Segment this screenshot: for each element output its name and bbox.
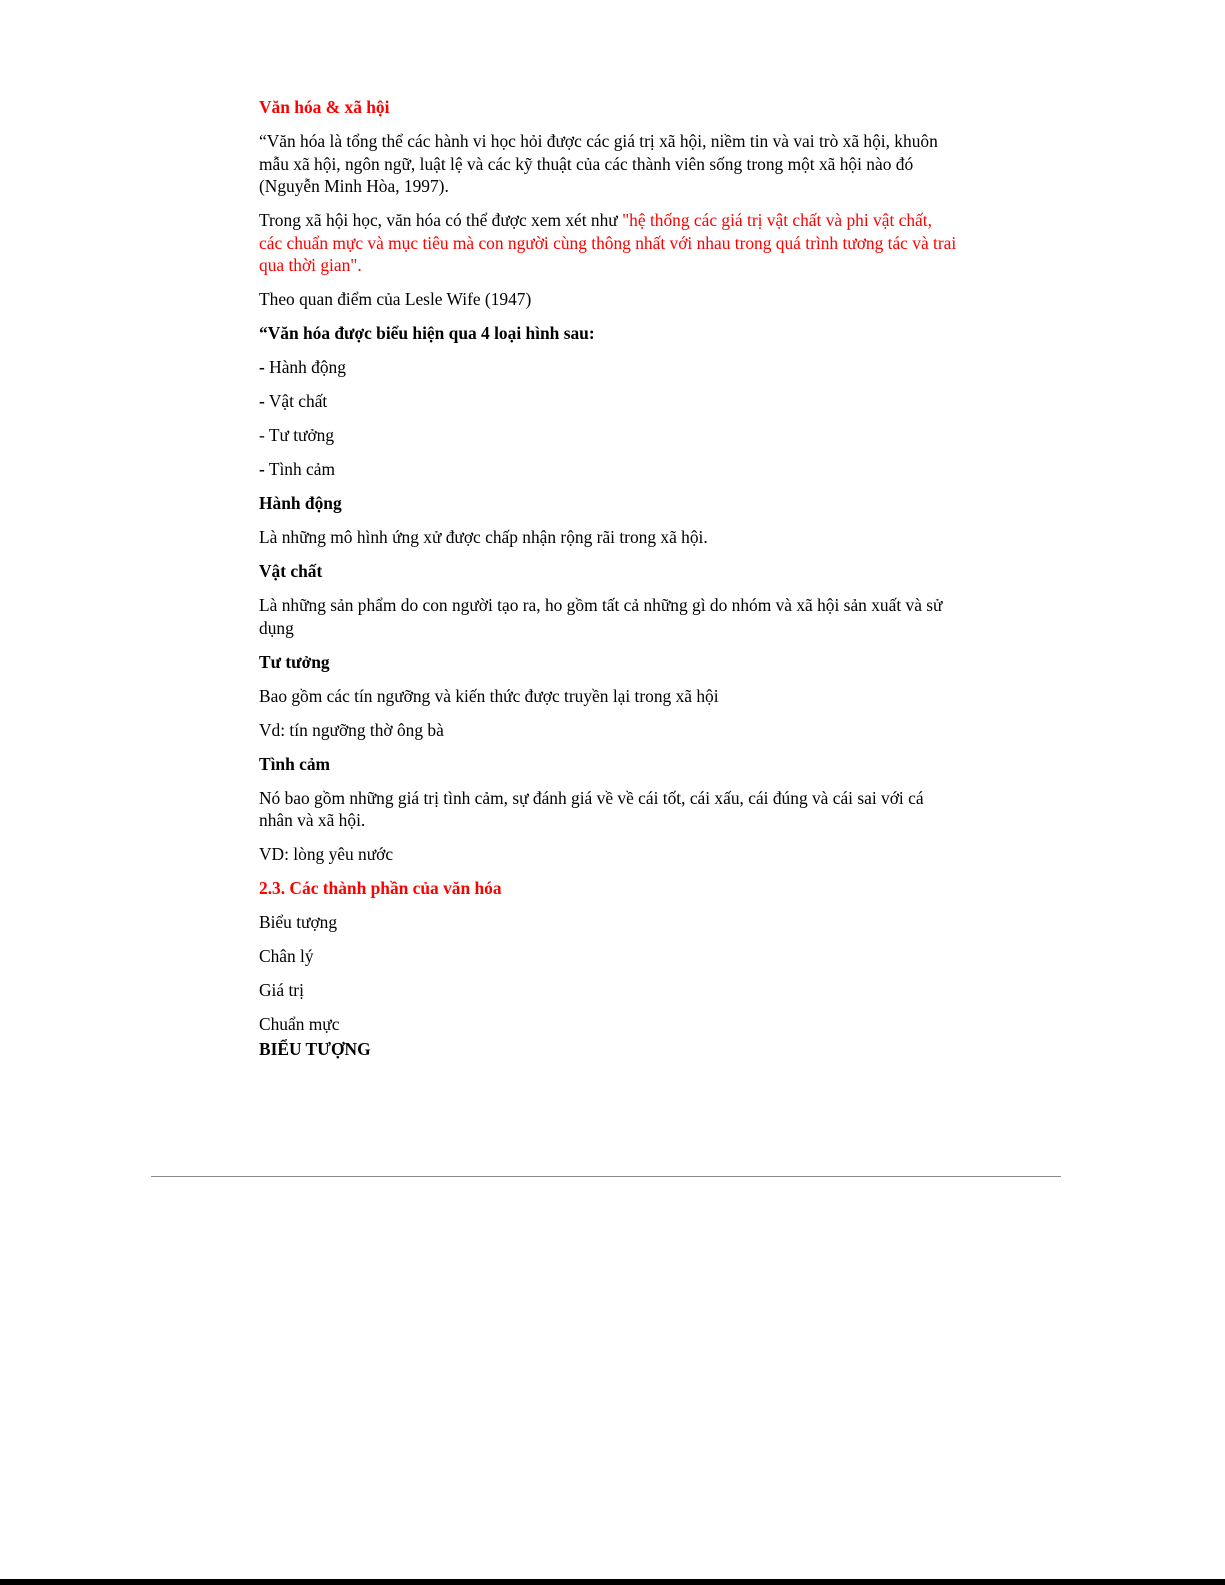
list-item-action xyxy=(259,356,959,379)
bottom-edge-bar xyxy=(0,1579,1225,1585)
list-item-label: Tư tưởng xyxy=(264,425,335,445)
heading-components: 2.3. Các thành phần của văn hóa xyxy=(259,878,502,898)
list-dash: - xyxy=(259,391,265,411)
list-dash: - xyxy=(259,357,265,377)
list-dash: - xyxy=(259,459,265,479)
paragraph-viewpoint: Theo quan điểm của Lesle Wife (1947) xyxy=(259,289,532,309)
section-example-thought: Vd: tín ngưỡng thờ ông bà xyxy=(259,719,444,740)
section-example-emotion: VD: lòng yêu nước xyxy=(259,844,394,864)
heading-culture-society: Văn hóa & xã hội xyxy=(259,97,390,117)
list-item-label: Hành động xyxy=(264,357,346,377)
component-item-value: Giá trị xyxy=(259,980,304,1000)
list-item-label: Tình cảm xyxy=(264,459,335,479)
list-item-material xyxy=(259,390,959,413)
section-heading-thought: Tư tưởng xyxy=(259,651,330,672)
heading-four-types: “Văn hóa được biểu hiện qua 4 loại hình sau: xyxy=(259,323,595,343)
section-body-action: Là những mô hình ứng xử được chấp nhận rộng rãi trong xã hội. xyxy=(259,527,708,547)
section-heading-action: Hành động xyxy=(259,493,342,513)
list-dash: - xyxy=(259,425,265,445)
paragraph-sociology-prefix: Trong xã hội học, văn hóa có thể được xem xét như xyxy=(259,210,623,230)
page-divider xyxy=(151,1176,1061,1177)
component-item-truth: Chân lý xyxy=(259,946,314,966)
section-body-thought: Bao gồm các tín ngưỡng và kiến thức được truyền lại trong xã hội xyxy=(259,685,719,706)
list-item-thought xyxy=(259,424,959,447)
paragraph-sociology xyxy=(259,209,959,277)
document-body xyxy=(259,96,959,1072)
section-body-emotion: Nó bao gồm những giá trị tình cảm, sự đánh giá về về cái tốt, cái xấu, cái đúng và cái sai với cá nhân và xã hội. xyxy=(259,787,924,830)
list-item-label: Vật chất xyxy=(264,391,328,411)
heading-symbol: BIỂU TƯỢNG xyxy=(259,1038,371,1059)
paragraph-sociology-quote: "hệ thống các giá trị vật chất và phi vật chất, các chuẩn mực và mục tiêu mà con người cùng thông nhất với nhau trong quá trình tương tác và trai qua thời gian". xyxy=(259,210,957,275)
section-heading-material: Vật chất xyxy=(259,561,323,581)
list-item-emotion xyxy=(259,458,959,481)
component-item-norm: Chuẩn mực xyxy=(259,1014,340,1034)
paragraph-definition: “Văn hóa là tổng thể các hành vi học hỏi được các giá trị xã hội, niềm tin và vai trò xã hội, khuôn mẫu xã hội, ngôn ngữ, luật lệ và các kỹ thuật của các thành viên sống trong một xã hội nào đó (Nguyễn Minh Hòa, 1997). xyxy=(259,131,938,196)
section-body-material: Là những sản phẩm do con người tạo ra, ho gồm tất cả những gì do nhóm và xã hội sản xuất và sử dụng xyxy=(259,595,943,638)
section-heading-emotion: Tình cảm xyxy=(259,753,331,774)
component-item-symbol: Biểu tượng xyxy=(259,912,338,932)
